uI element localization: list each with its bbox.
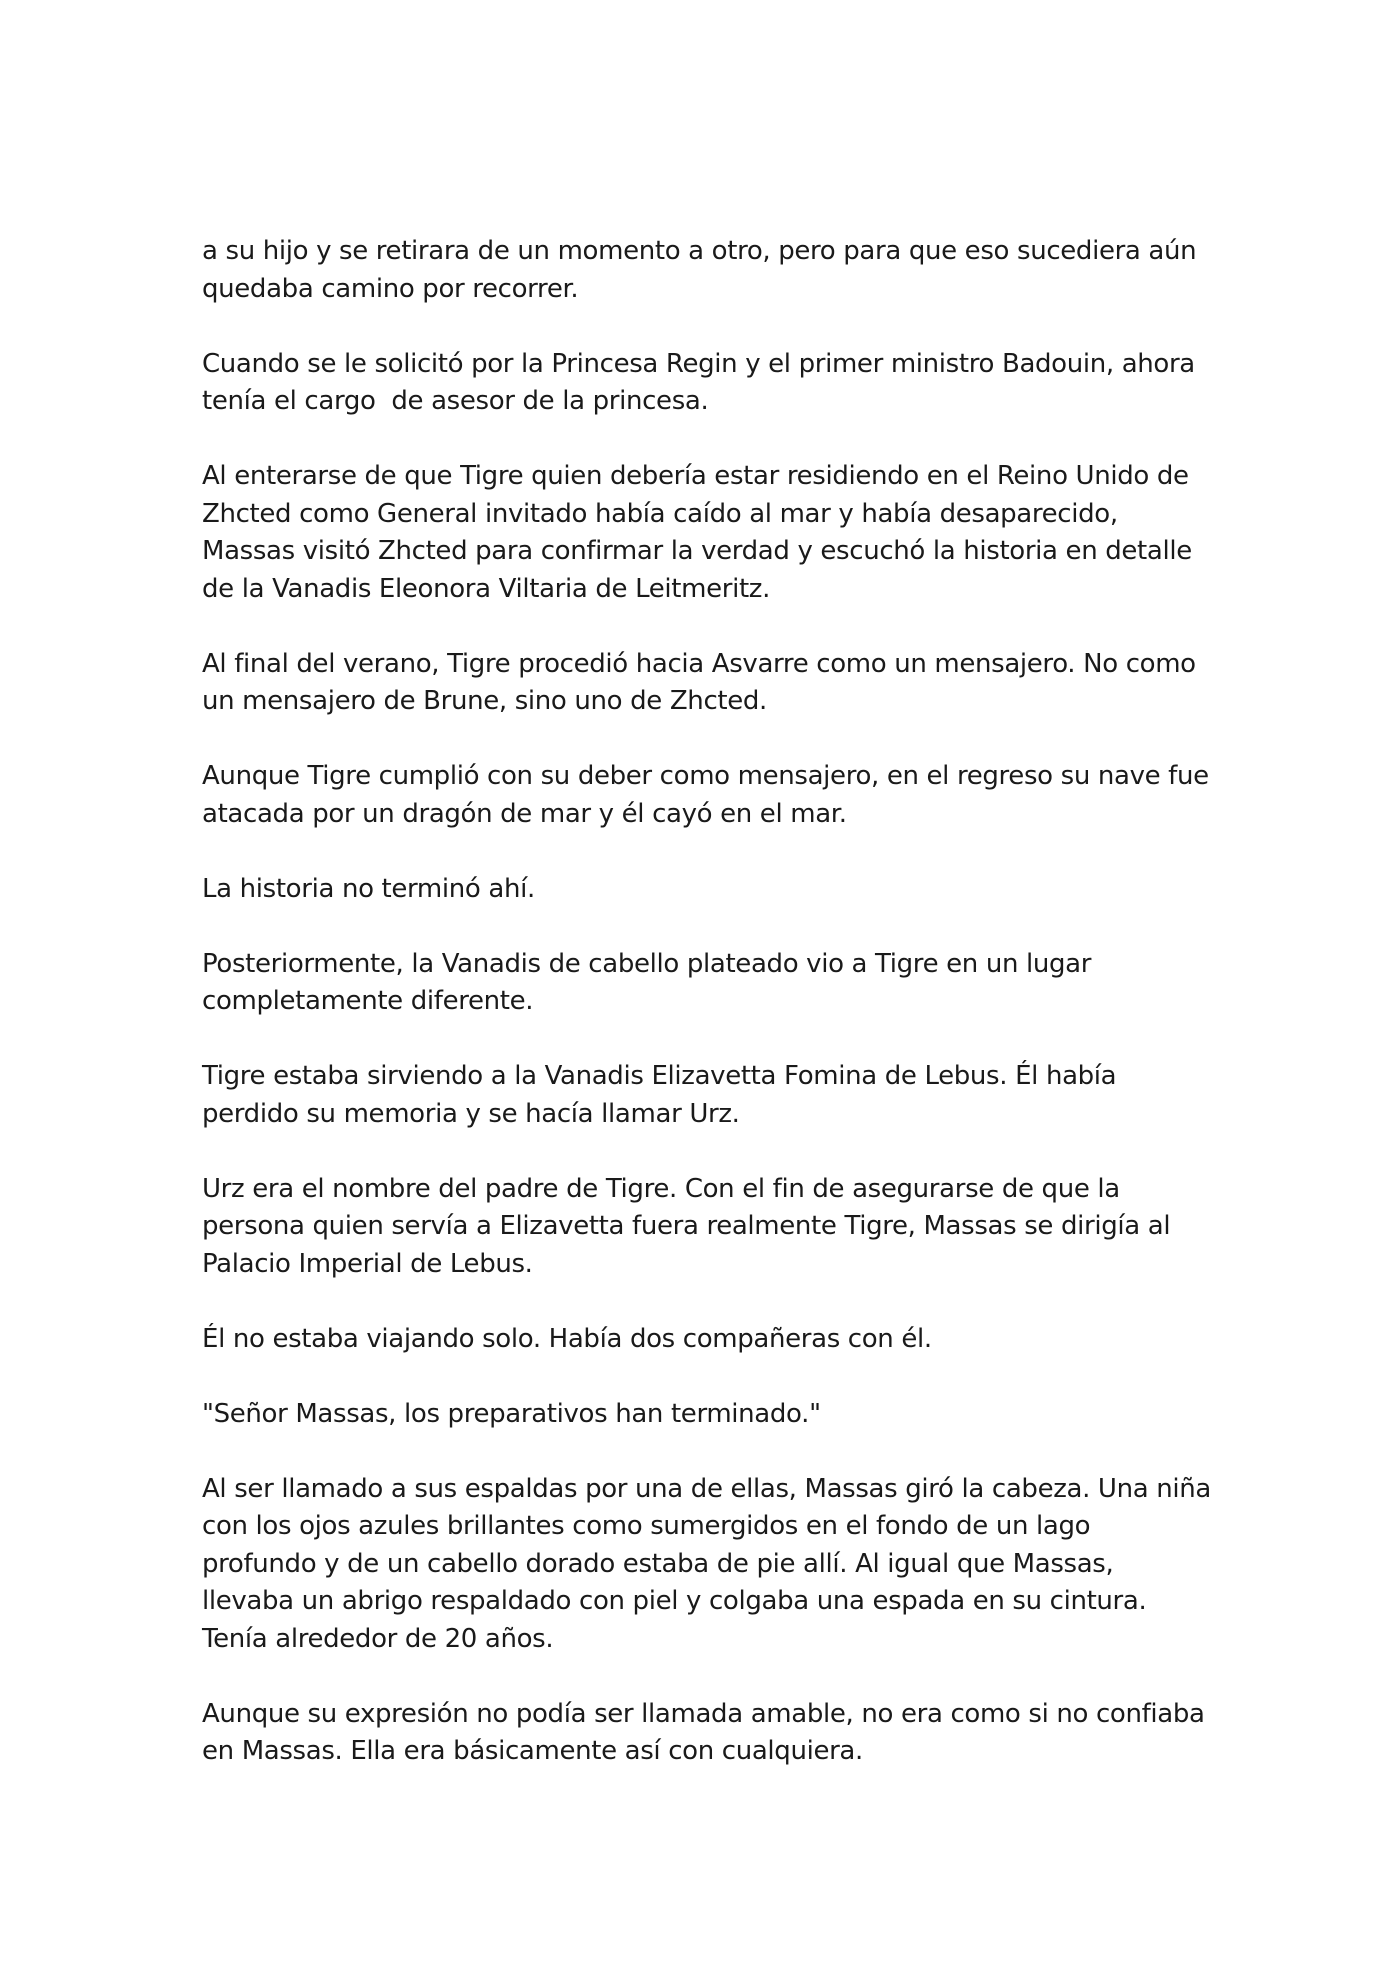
dialogue-paragraph: "Señor Massas, los preparativos han terminado."	[202, 1398, 821, 1429]
paragraph: Posteriormente, la Vanadis de cabello plateado vio a Tigre en un lugar completamente diferente.	[202, 948, 1099, 1016]
paragraph: Aunque su expresión no podía ser llamada amable, no era como si no confiaba en Massas. Ella era básicamente así con cualquiera.	[202, 1698, 1213, 1766]
paragraph: Aunque Tigre cumplió con su deber como mensajero, en el regreso su nave fue atacada por un dragón de mar y él cayó en el mar.	[202, 761, 1217, 829]
paragraph: a su hijo y se retirara de un momento a otro, pero para que eso sucediera aún quedaba camino por recorrer.	[202, 236, 1205, 304]
document-body	[202, 233, 1219, 1771]
paragraph: Al final del verano, Tigre procedió hacia Asvarre como un mensajero. No como un mensajero de Brune, sino uno de Zhcted.	[202, 648, 1204, 716]
paragraph: Urz era el nombre del padre de Tigre. Con el fin de asegurarse de que la persona quien servía a Elizavetta fuera realmente Tigre, Massas se dirigía al Palacio Imperial de Lebus.	[202, 1173, 1179, 1279]
paragraph: Cuando se le solicitó por la Princesa Regin y el primer ministro Badouin, ahora tenía el cargo de asesor de la princesa.	[202, 348, 1203, 416]
paragraph: Tigre estaba sirviendo a la Vanadis Elizavetta Fomina de Lebus. Él había perdido su memoria y se hacía llamar Urz.	[202, 1061, 1125, 1129]
paragraph: Al enterarse de que Tigre quien debería estar residiendo en el Reino Unido de Zhcted como General invitado había caído al mar y había desaparecido, Massas visitó Zhcted para confirmar la verdad y escuchó la historia en detalle de la Vanadis Eleonora Viltaria de Leitmeritz.	[202, 461, 1200, 604]
paragraph: Al ser llamado a sus espaldas por una de ellas, Massas giró la cabeza. Una niña con los ojos azules brillantes como sumergidos en el fondo de un lago profundo y de un cabello dorado estaba de pie allí. Al igual que Massas, llevaba un abrigo respaldado con piel y colgaba una espada en su cintura. Tenía alrededor de 20 años.	[202, 1473, 1219, 1654]
paragraph: La historia no terminó ahí.	[202, 873, 535, 904]
paragraph: Él no estaba viajando solo. Había dos compañeras con él.	[202, 1323, 932, 1354]
